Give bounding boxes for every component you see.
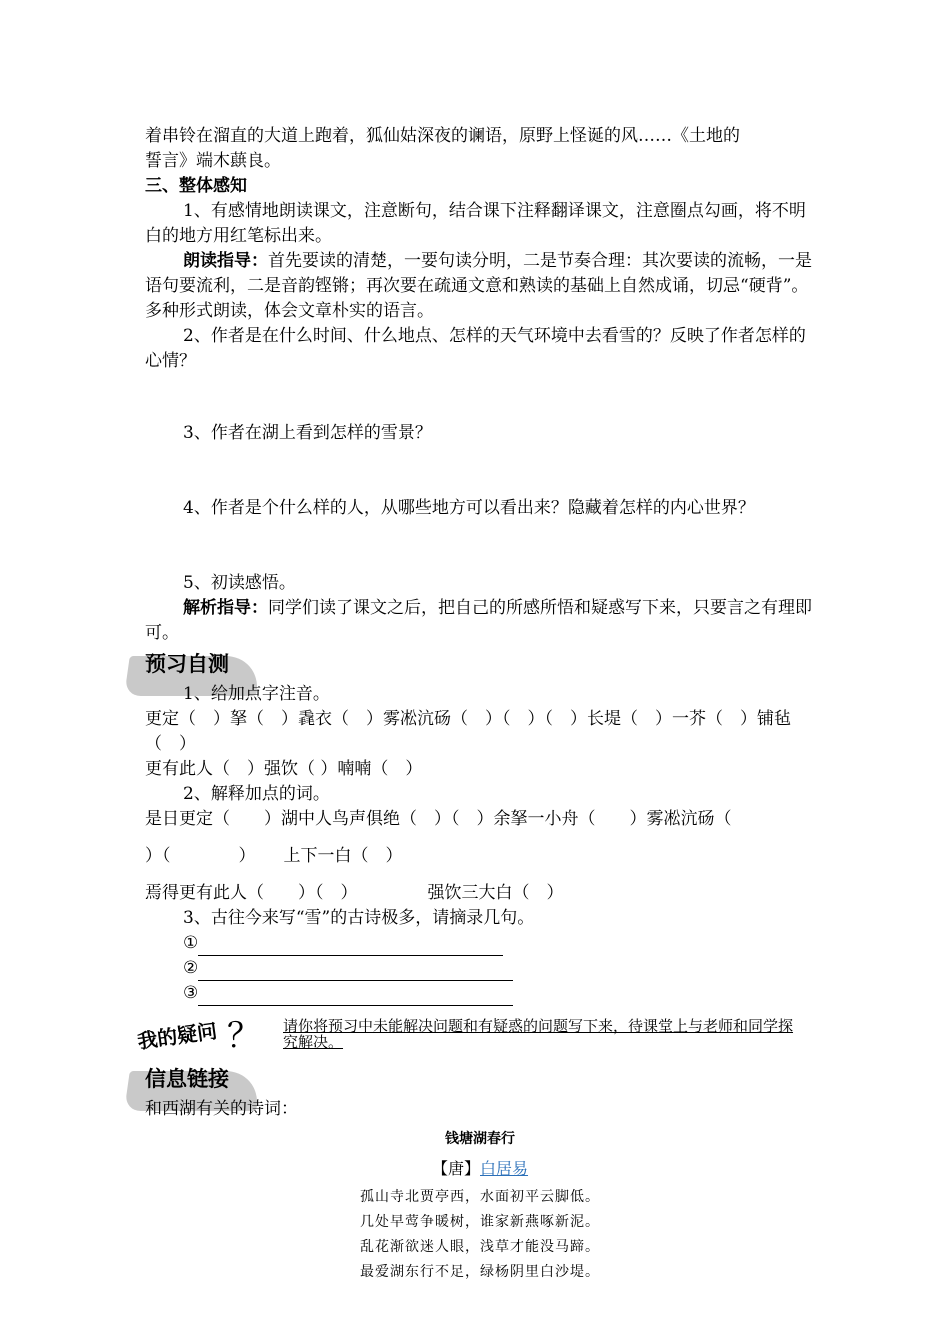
intro-line: 着串铃在溜直的大道上跑着，狐仙姑深夜的谰语，原野上怪诞的风……《土地的 [145,126,740,146]
poem-title: 钱塘湖春行 [445,1131,515,1147]
question-mark-icon: ？ [227,1016,261,1056]
answer-blank [145,931,815,956]
preview-task-1: 1、给加点字注音。 [183,684,330,704]
preview-banner [127,648,815,682]
poem [145,1128,815,1285]
my-question-section [137,1014,815,1057]
banner-label: 信息链接 [145,1067,229,1091]
explain-line [145,844,815,869]
document-page [135,124,815,1285]
my-question-prompt: 请你将预习中未能解决问题和有疑惑的问题写下来，待课堂上与老师和同学探究解决。 [283,1017,794,1051]
guide-label: 朗读指导： [183,251,268,271]
section-heading: 三、整体感知 [145,176,247,196]
explain-segment: 焉得更有此人（ ）（ ） [145,883,358,903]
question-2: 2、作者是在什么时间、什么地点、怎样的天气环境中去看雪的？反映了作者怎样的心情？ [145,326,806,371]
poem-dynasty: 【唐】 [431,1159,480,1178]
poem-byline [145,1156,815,1179]
explain-segment: 强饮三大白（ ） [427,883,564,903]
explain-segment: ）（ ） [145,846,256,866]
explain-segment: 上下一白（ ） [283,846,403,866]
poem-author-link[interactable]: 白居易 [480,1159,529,1178]
reading-guide [145,249,815,324]
explain-line: 是日更定（ ）湖中人鸟声俱绝（ ）（ ）余拏一小舟（ ）雾凇沆砀（ [145,809,732,829]
answer-line[interactable] [198,937,503,956]
question-4: 4、作者是个什么样的人，从哪些地方可以看出来？隐藏着怎样的内心世界？ [183,498,755,518]
banner-label: 预习自测 [145,652,229,676]
poem-line: 孤山寺北贾亭西，水面初平云脚低。 [360,1189,600,1205]
pinyin-line: 更有此人（ ）强饮（ ）喃喃（ ） [145,759,423,779]
info-lead: 和西湖有关的诗词： [145,1099,298,1119]
preview-task-3: 3、古往今来写“雪”的古诗极多，请摘录几句。 [183,908,535,928]
answer-blank [145,956,815,981]
analysis-guide [145,596,815,646]
guide-text: 首先要读的清楚，一要句读分明，二是节奏合理：其次要读的流畅，一是语句要流利，二是音韵铿锵；再次要在疏通文意和熟读的基础上自然成诵，切忌“硬背”。多种形式朗读，体会文章朴实的语言。 [145,251,812,321]
question-3: 3、作者在湖上看到怎样的雪景？ [183,423,432,443]
poem-line: 乱花渐欲迷人眼，浅草才能没马蹄。 [360,1239,600,1255]
preview-task-2: 2、解释加点的词。 [183,784,330,804]
answer-line[interactable] [198,962,513,981]
analysis-label: 解析指导： [183,598,268,618]
my-question-title: 我的疑问 [135,1018,219,1054]
intro-line: 誓言》端木蕻良。 [145,151,281,171]
explain-line [145,881,815,906]
info-banner [127,1063,815,1097]
question-5: 5、初读感悟。 [183,573,296,593]
answer-line[interactable] [198,987,513,1006]
poem-line: 最爱湖东行不足，绿杨阴里白沙堤。 [360,1264,600,1280]
answer-blank [145,981,815,1006]
poem-line: 几处早莺争暖树，谁家新燕啄新泥。 [360,1214,600,1230]
pinyin-line: 更定（ ）拏（ ）毳衣（ ）雾凇沆砀（ ）（ ）（ ）长堤（ ）一芥（ ）铺毡（ ） [145,709,791,754]
analysis-text: 同学们读了课文之后，把自己的所感所悟和疑惑写下来，只要言之有理即可。 [145,598,812,643]
question-1: 1、有感情地朗读课文，注意断句，结合课下注释翻译课文，注意圈点勾画，将不明白的地方用红笔标出来。 [145,201,806,246]
blank-number: ② [183,958,199,978]
blank-number: ① [183,933,199,953]
blank-number: ③ [183,983,199,1003]
